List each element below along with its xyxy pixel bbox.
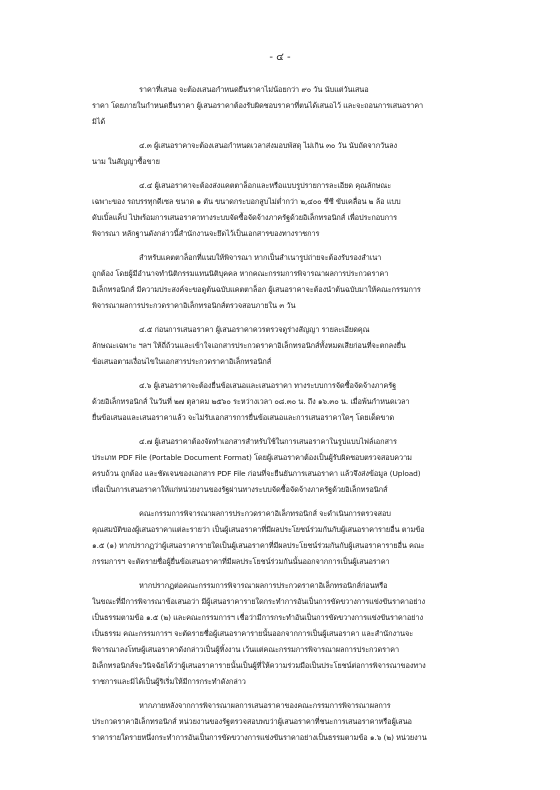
text-line: กรรมการฯ จะตัดรายชื่อผู้ยื่นข้อเสนอราคาที่มีผลประโยชน์ร่วมกันนั้นออกจากการเป็นผู้เสนอราคา [92, 557, 390, 566]
text-line: เป็นธรรม คณะกรรมการฯ จะตัดรายชื่อผู้เสนอราคารายนั้นออกจากการเป็นผู้เสนอราคา และสำนักงานจะ [92, 629, 414, 638]
text-line: ราคาที่เสนอ จะต้องเสนอกำหนดยืนราคาไม่น้อยกว่า ๙๐ วัน นับแต่วันเสนอ [139, 85, 369, 94]
text-line: ๑.๕ (๑) หากปรากฏว่าผู้เสนอราคารายใดเป็นผู้เสนอราคาที่มีผลประโยชน์ร่วมกันกับผู้เสนอราคารายอื่น คณะ [92, 541, 425, 550]
text-line: ถูกต้อง โดยผู้มีอำนาจทำนิติกรรมแทนนิติบุคคล หากคณะกรรมการพิจารณาผลการประกวดราคา [92, 269, 389, 278]
text-line: คณะกรรมการพิจารณาผลการประกวดราคาอิเล็กทรอนิกส์ จะดำเนินการตรวจสอบ [139, 509, 391, 518]
text-line: หากภายหลังจากการพิจารณาผลการเสนอราคาของคณะกรรมการพิจารณาผลการ [139, 701, 391, 710]
text-line: ข้อเสนอตามเงื่อนไขในเอกสารประกวดราคาอิเล็กทรอนิกส์ [92, 357, 272, 366]
text-line: สำหรับแคตตาล็อกที่แนบให้พิจารณา หากเป็นสำเนารูปถ่ายจะต้องรับรองสำเนา [139, 253, 382, 262]
text-line: หากปรากฏต่อคณะกรรมการพิจารณาผลการประกวดราคาอิเล็กทรอนิกส์ก่อนหรือ [139, 581, 388, 590]
text-line: คุณสมบัติของผู้เสนอราคาแต่ละรายว่า เป็นผู้เสนอราคาที่มีผลประโยชน์ร่วมกันกับผู้เสนอราคารายอื่น ตามข้อ [92, 525, 425, 534]
text-line: ลักษณะเฉพาะ ฯลฯ ให้ถี่ถ้วนและเข้าใจเอกสารประกวดราคาอิเล็กทรอนิกส์ทั้งหมดเสียก่อนที่จะตกลงยื่น [92, 341, 406, 350]
text-line: เป็นธรรมตามข้อ ๑.๕ (๒) และคณะกรรมการฯ เชื่อว่ามีการกระทำอันเป็นการขัดขวางการแข่งขันราคาอย่าง [92, 613, 423, 622]
text-line: ๔.๓ ผู้เสนอราคาจะต้องเสนอกำหนดเวลาส่งมอบพัสดุ ไม่เกิน ๓๐ วัน นับถัดจากวันลง [139, 141, 398, 150]
text-line: ๔.๗ ผู้เสนอราคาต้องจัดทำเอกสารสำหรับใช้ในการเสนอราคาในรูปแบบไฟล์เอกสาร [139, 437, 397, 446]
text-line: อิเล็กทรอนิกส์จะวินิจฉัยได้ว่าผู้เสนอราคารายนั้นเป็นผู้ที่ให้ความร่วมมือเป็นประโยชน์ต่อการพิจารณาของทาง [92, 661, 426, 670]
text-line: ด้วยอิเล็กทรอนิกส์ ในวันที่ ๒๗ ตุลาคม ๒๕๖๐ ระหว่างเวลา ๐๘.๓๐ น. ถึง ๑๖.๓๐ น. เมื่อพ้นกำหนดเวลา [92, 397, 410, 406]
text-line: ดับเบิ้ลแค็ป ไปพร้อมการเสนอราคาทางระบบจัดซื้อจัดจ้างภาครัฐด้วยอิเล็กทรอนิกส์ เพื่อประกอบการ [92, 213, 397, 222]
text-line: ๔.๔ ผู้เสนอราคาจะต้องส่งแคตตาล็อกและหรือแบบรูปรายการละเอียด คุณลักษณะ [139, 181, 392, 190]
text-line: ประเภท PDF File (Portable Document Format) โดยผู้เสนอราคาต้องเป็นผู้รับผิดชอบตรวจสอบความ [92, 453, 412, 462]
text-line: อิเล็กทรอนิกส์ มีความประสงค์จะขอดูต้นฉบับแคตตาล็อก ผู้เสนอราคาจะต้องนำต้นฉบับมาให้คณะกรรมการ [92, 285, 421, 294]
text-line: เฉพาะของ รถบรรทุกดีเซล ขนาด ๑ ตัน ขนาดกระบอกสูบไม่ต่ำกว่า ๒,๔๐๐ ซีซี ขับเคลื่อน ๒ ล้อ แบบ [92, 197, 401, 206]
page-number: - ๔ - [269, 52, 291, 63]
text-line: ยื่นข้อเสนอและเสนอราคาแล้ว จะไม่รับเอกสารการยื่นข้อเสนอและการเสนอราคาใดๆ โดยเด็ดขาด [92, 413, 395, 422]
text-line: เพื่อเป็นการเสนอราคาให้แก่หน่วยงานของรัฐผ่านทางระบบจัดซื้อจัดจ้างภาครัฐด้วยอิเล็กทรอนิกส์ [92, 485, 388, 494]
text-line: พิจารณา หลักฐานดังกล่าวนี้สำนักงานจะยึดไว้เป็นเอกสารของทางราชการ [92, 229, 320, 238]
text-line: ราคา โดยภายในกำหนดยืนราคา ผู้เสนอราคาต้องรับผิดชอบราคาที่ตนได้เสนอไว้ และจะถอนการเสนอราคา [92, 101, 424, 110]
text-line: ราชการและมิได้เป็นผู้ริเริ่มให้มีการกระทำดังกล่าว [92, 677, 246, 686]
text-line: ราคารายใดรายหนึ่งกระทำการอันเป็นการขัดขวางการแข่งขันราคาอย่างเป็นธรรมตามข้อ ๑.๖ (๒) หน่วยงาน [92, 733, 427, 742]
text-line: นาม ในสัญญาซื้อขาย [92, 157, 160, 166]
text-line: ๔.๖ ผู้เสนอราคาจะต้องยื่นข้อเสนอและเสนอราคา ทางระบบการจัดซื้อจัดจ้างภาครัฐ [139, 381, 397, 390]
text-line: ในขณะที่มีการพิจารณาข้อเสนอว่า มีผู้เสนอราคารายใดกระทำการอันเป็นการขัดขวางการแข่งขันราคาอย่าง [92, 597, 426, 606]
text-line: มิได้ [92, 117, 106, 126]
text-line: ๔.๕ ก่อนการเสนอราคา ผู้เสนอราคาควรตรวจดูร่างสัญญา รายละเอียดคุณ [139, 325, 370, 334]
text-line: ประกวดราคาอิเล็กทรอนิกส์ หน่วยงานของรัฐตรวจสอบพบว่าผู้เสนอราคาที่ชนะการเสนอราคาหรือผู้เสนอ [92, 717, 412, 726]
text-line: ครบถ้วน ถูกต้อง และชัดเจนของเอกสาร PDF File ก่อนที่จะยืนยันการเสนอราคา แล้วจึงส่งข้อมูล (Upload) [92, 469, 421, 478]
text-line: พิจารณาผลการประกวดราคาอิเล็กทรอนิกส์ตรวจสอบภายใน ๓ วัน [92, 301, 296, 310]
text-line: พิจารณาลงโทษผู้เสนอราคาดังกล่าวเป็นผู้ทิ้งงาน เว้นแต่คณะกรรมการพิจารณาผลการประกวดราคา [92, 645, 399, 654]
